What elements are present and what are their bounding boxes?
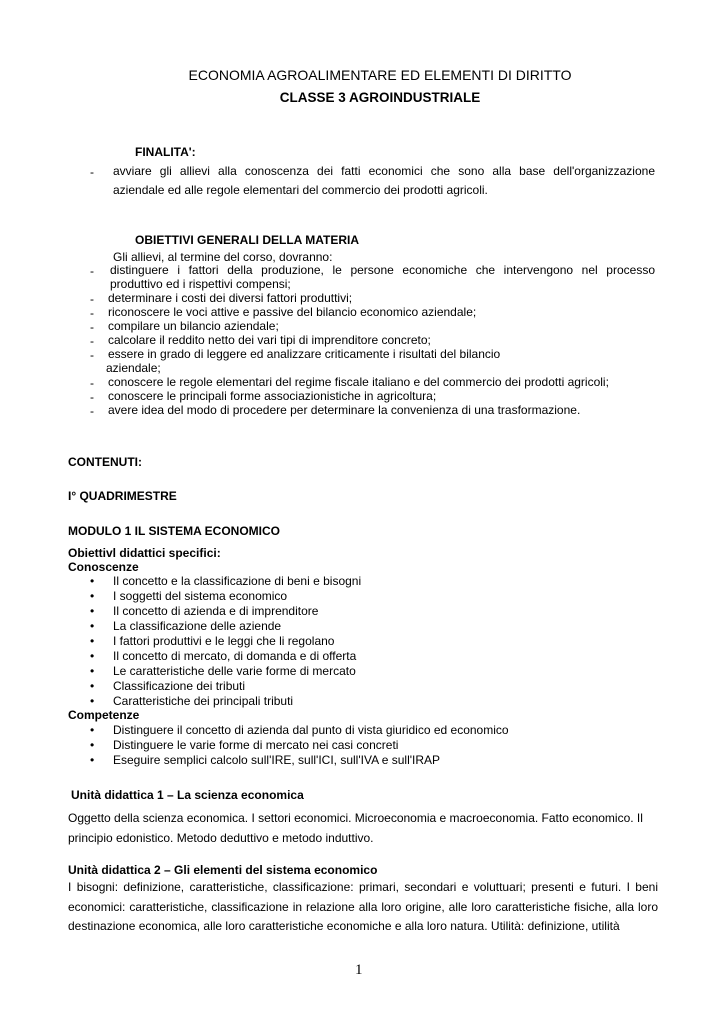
obiettivi-item-continuation: produttivo ed i rispettivi compensi; bbox=[110, 277, 291, 291]
conoscenze-item: Il concetto e la classificazione di beni e bisogni bbox=[113, 574, 362, 588]
obiettivi-item: calcolare il reddito netto dei vari tipi di imprenditore concreto; bbox=[108, 333, 431, 347]
conoscenze-item: Le caratteristiche delle varie forme di mercato bbox=[113, 664, 356, 678]
obiettivi-item: distinguere i fattori della produzione, le persone economiche che intervengono nel processo bbox=[110, 263, 655, 277]
conoscenze-label: Conoscenze bbox=[68, 560, 139, 574]
obiettivi-item: avere idea del modo di procedere per determinare la convenienza di una trasformazione. bbox=[108, 403, 581, 417]
bullet-icon bbox=[90, 664, 94, 678]
page-number: 1 bbox=[355, 962, 363, 978]
obiettivi-dash: - bbox=[90, 376, 94, 390]
modulo-title: MODULO 1 IL SISTEMA ECONOMICO bbox=[68, 524, 281, 538]
conoscenze-item: I soggetti del sistema economico bbox=[113, 589, 288, 603]
unita-1-title: Unità didattica 1 – La scienza economica bbox=[71, 788, 304, 802]
obiettivi-item: essere in grado di leggere ed analizzare criticamente i risultati del bilancio bbox=[108, 347, 501, 361]
obiettivi-item-continuation: aziendale; bbox=[106, 361, 161, 375]
obiettivi-dash: - bbox=[90, 404, 94, 418]
unita-2-title: Unità didattica 2 – Gli elementi del sistema economico bbox=[68, 863, 378, 877]
obiettivi-dash: - bbox=[90, 390, 94, 404]
bullet-icon bbox=[90, 634, 94, 648]
bullet-icon bbox=[90, 753, 94, 767]
unita-1-text: Oggetto della scienza economica. I settori economici. Microeconomia e macroeconomia. Fatto economico. Il principio edonistico. Metodo deduttivo e metodo induttivo. bbox=[68, 811, 643, 845]
bullet-icon bbox=[90, 679, 94, 693]
obiettivi-item: conoscere le regole elementari del regime fiscale italiano e del commercio dei prodotti agricoli; bbox=[108, 375, 609, 389]
unita-2-text: I bisogni: definizione, caratteristiche, classificazione: primari, secondari e voluttuari; presenti e futuri. I beni economici: caratteristiche, classificazione in relazione alla loro origine, alle loro caratteristiche fisiche, alla loro destinazione economica, alle loro caratteristiche economiche e alla loro natura. Utilità: definizione, utilità bbox=[68, 880, 658, 933]
conoscenze-item: Classificazione dei tributi bbox=[113, 679, 246, 693]
bullet-icon bbox=[90, 694, 94, 708]
bullet-icon bbox=[90, 604, 94, 618]
competenze-item: Distinguere il concetto di azienda dal punto di vista giuridico ed economico bbox=[113, 723, 509, 737]
bullet-icon bbox=[90, 619, 94, 633]
obiettivi-intro: Gli allievi, al termine del corso, dovranno: bbox=[113, 250, 333, 264]
finalita-line-2: aziendale ed alle regole elementari del commercio dei prodotti agricoli. bbox=[113, 183, 488, 197]
obiettivi-item: riconoscere le voci attive e passive del bilancio economico aziendale; bbox=[108, 305, 477, 319]
competenze-item: Distinguere le varie forme di mercato nei casi concreti bbox=[113, 738, 399, 752]
competenze-label: Competenze bbox=[68, 708, 140, 722]
conoscenze-item: Il concetto di mercato, di domanda e di offerta bbox=[113, 649, 357, 663]
document-subtitle: CLASSE 3 AGROINDUSTRIALE bbox=[279, 90, 481, 105]
obiettivi-item: conoscere le principali forme associazionistiche in agricoltura; bbox=[108, 389, 437, 403]
contenuti-heading: CONTENUTI: bbox=[68, 455, 142, 469]
obiettivi-dash: - bbox=[90, 264, 94, 278]
bullet-icon bbox=[90, 589, 94, 603]
obiettivi-dash: - bbox=[90, 348, 94, 362]
competenze-item: Eseguire semplici calcolo sull'IRE, sull'ICI, sull'IVA e sull'IRAP bbox=[113, 753, 441, 767]
bullet-icon bbox=[90, 723, 94, 737]
finalita-dash: - bbox=[90, 165, 94, 179]
obiettivi-item: determinare i costi dei diversi fattori produttivi; bbox=[108, 291, 353, 305]
obiettivi-item: compilare un bilancio aziendale; bbox=[108, 319, 279, 333]
finalita-line-1: avviare gli allievi alla conoscenza dei fatti economici che sono alla base dell'organizzazione bbox=[113, 164, 655, 178]
conoscenze-item: Il concetto di azienda e di imprenditore bbox=[113, 604, 319, 618]
bullet-icon bbox=[90, 649, 94, 663]
conoscenze-item: I fattori produttivi e le leggi che li regolano bbox=[113, 634, 335, 648]
document-title: ECONOMIA AGROALIMENTARE ED ELEMENTI DI DIRITTO bbox=[188, 67, 572, 83]
obiettivi-dash: - bbox=[90, 320, 94, 334]
obiettivi-dash: - bbox=[90, 306, 94, 320]
conoscenze-item: La classificazione delle aziende bbox=[113, 619, 282, 633]
obiettivi-heading: OBIETTIVI GENERALI DELLA MATERIA bbox=[135, 233, 359, 247]
quadrimestre-heading: I° QUADRIMESTRE bbox=[68, 489, 177, 503]
bullet-icon bbox=[90, 738, 94, 752]
obiettivi-dash: - bbox=[90, 292, 94, 306]
conoscenze-item: Caratteristiche dei principali tributi bbox=[113, 694, 294, 708]
obiettivi-dash: - bbox=[90, 334, 94, 348]
finalita-heading: FINALITA': bbox=[135, 145, 196, 159]
bullet-icon bbox=[90, 574, 94, 588]
obiettivi-didattici-label: Obiettivl didattici specifici: bbox=[68, 546, 221, 560]
